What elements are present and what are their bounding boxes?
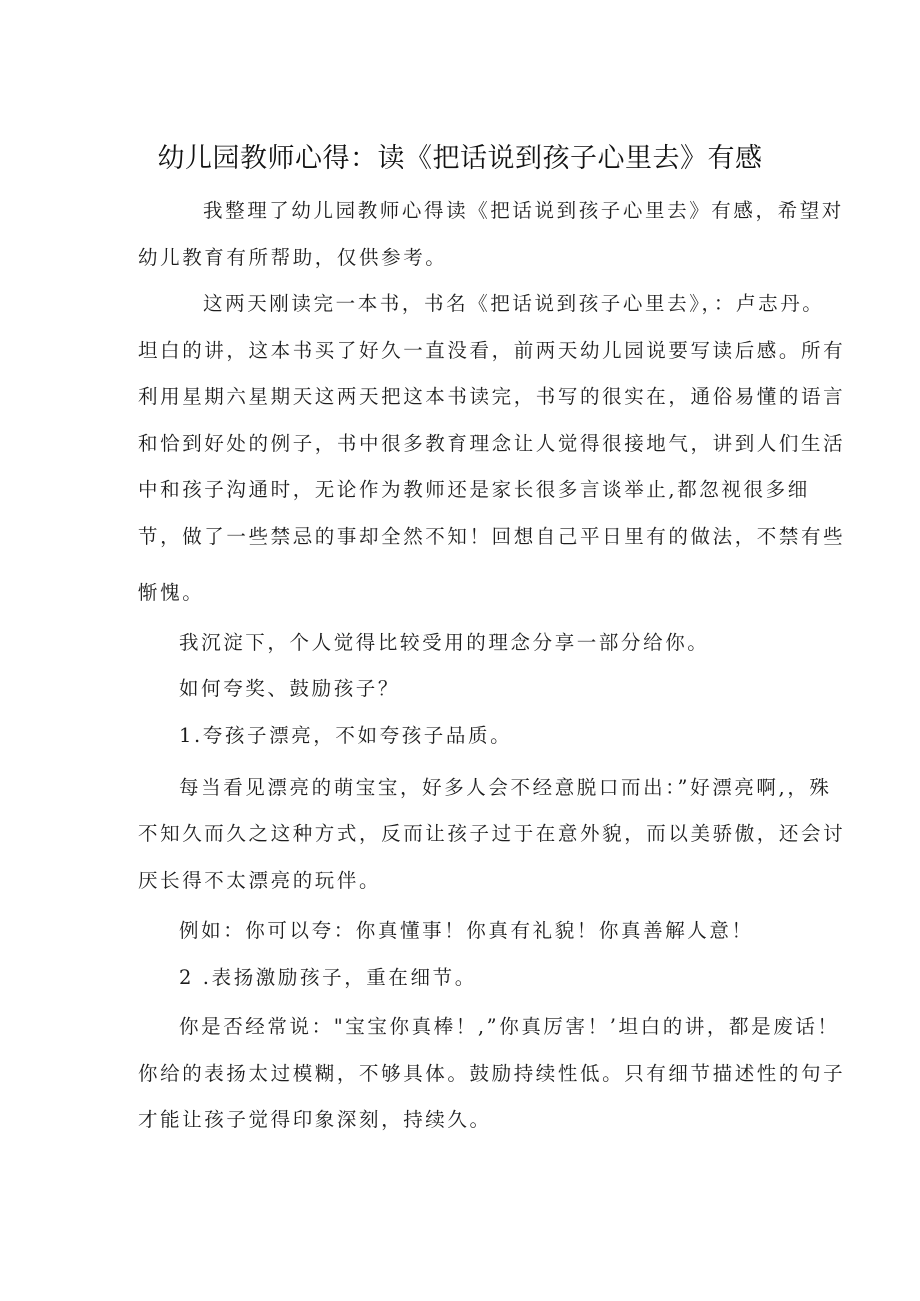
paragraph-line: 惭愧。: [138, 581, 205, 604]
paragraph-line: 坦白的讲，这本书买了好久一直没看，前两天幼儿园说要写读后感。所有: [138, 339, 846, 362]
paragraph-line: 才能让孩子觉得印象深刻，持续久。: [138, 1108, 492, 1131]
paragraph-line: 节，做了一些禁忌的事却全然不知！回想自己平日里有的做法，不禁有些: [138, 525, 846, 548]
numbered-heading: 1.夸孩子漂亮，不如夸孩子品质。: [179, 724, 513, 747]
paragraph-line: 例如：你可以夸：你真懂事！你真有礼貌！你真善解人意！: [179, 919, 754, 942]
paragraph-line: 你给的表扬太过模糊，不够具体。鼓励持续性低。只有细节描述性的句子: [138, 1062, 846, 1085]
paragraph-line: 你是否经常说："宝宝你真棒！,”你真厉害！’坦白的讲，都是废话！: [179, 1015, 840, 1038]
numbered-heading: 2 .表扬激励孩子，重在细节。: [179, 966, 477, 989]
paragraph-line: 我沉淀下，个人觉得比较受用的理念分享一部分给你。: [179, 631, 710, 654]
paragraph-line: 每当看见漂亮的萌宝宝，好多人会不经意脱口而出：”好漂亮啊,，殊: [179, 776, 832, 799]
document-title: 幼儿园教师心得：读《把话说到孩子心里去》有感: [157, 143, 763, 174]
paragraph-line: 我整理了幼儿园教师心得读《把话说到孩子心里去》有感，希望对: [203, 199, 844, 222]
paragraph-line: 不知久而久之这种方式，反而让孩子过于在意外貌，而以美骄傲，还会讨: [138, 822, 846, 845]
paragraph-line: 厌长得不太漂亮的玩伴。: [138, 869, 382, 892]
section-question: 如何夸奖、鼓励孩子？: [179, 677, 401, 700]
paragraph-line: 和恰到好处的例子，书中很多教育理念让人觉得很接地气，讲到人们生活: [138, 432, 846, 455]
paragraph-line: 幼儿教育有所帮助，仅供参考。: [138, 246, 448, 269]
paragraph-line: 利用星期六星期天这两天把这本书读完，书写的很实在，通俗易懂的语言: [138, 385, 846, 408]
paragraph-line: 中和孩子沟通时，无论作为教师还是家长很多言谈举止,都忽视很多细: [138, 478, 810, 501]
paragraph-line: 这两天刚读完一本书，书名《把话说到孩子心里去》，：卢志丹。: [203, 292, 825, 315]
